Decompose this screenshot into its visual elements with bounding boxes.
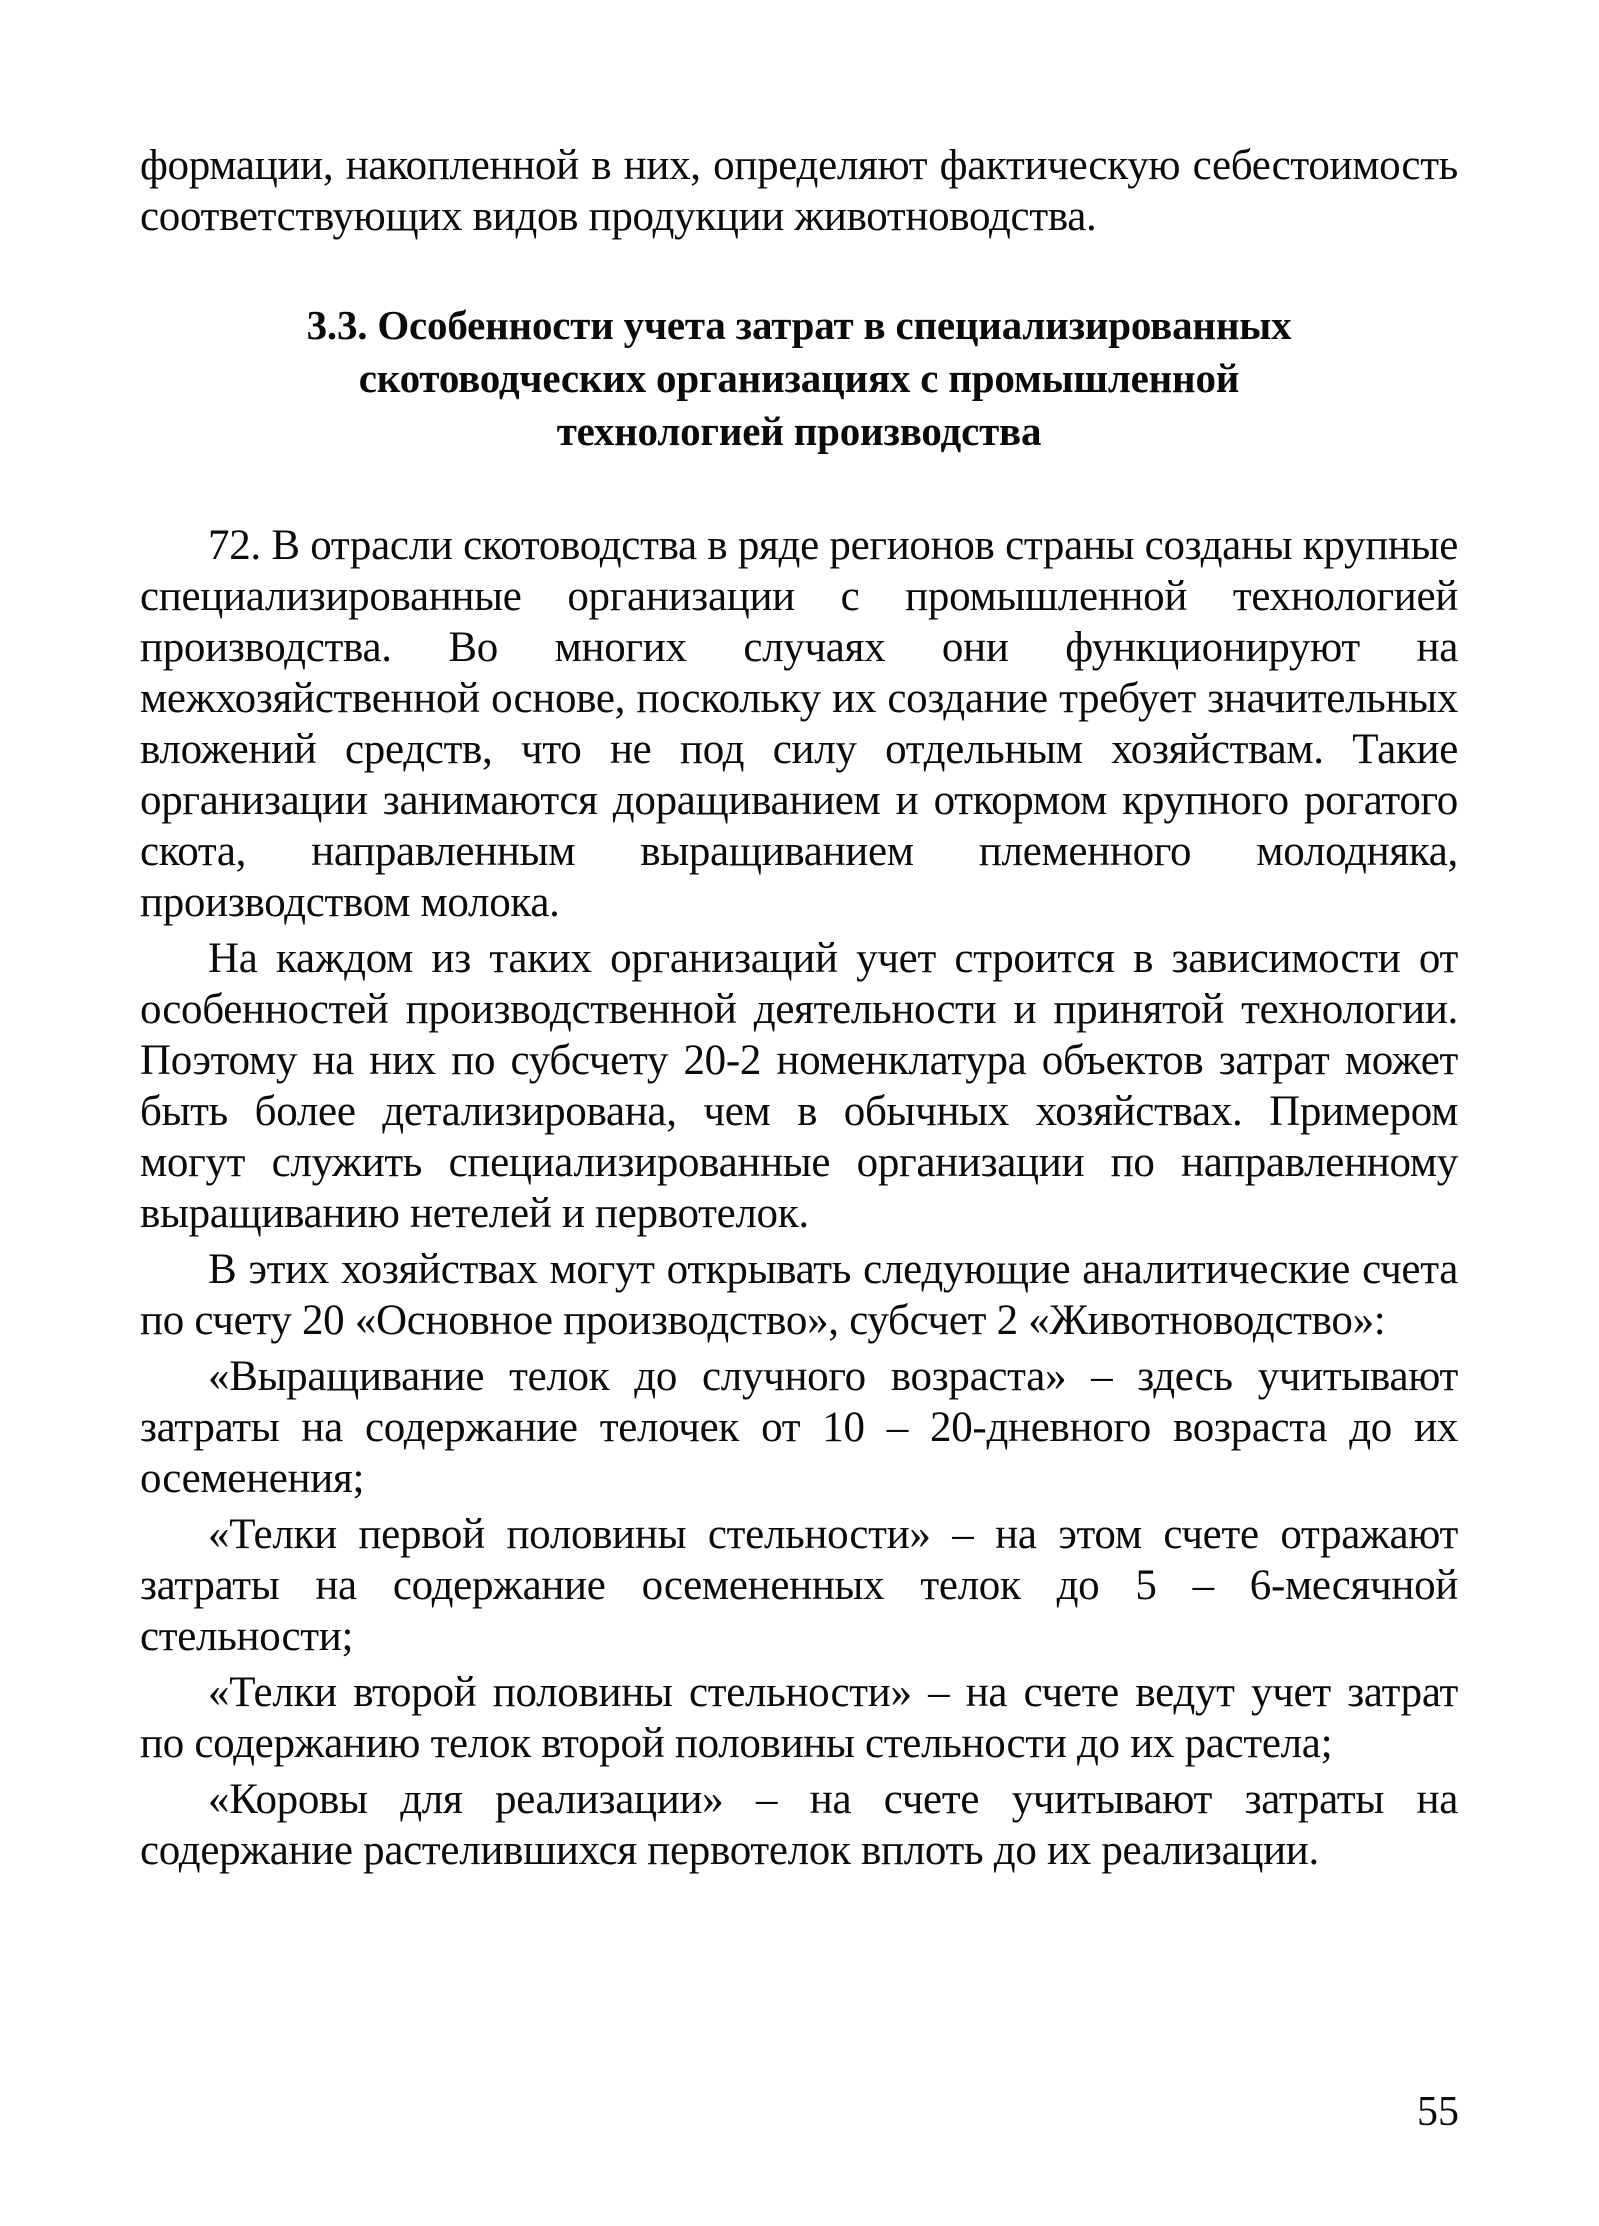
list-item-first-half-pregnancy: «Телки первой половины стельности» – на этом счете отражают затраты на содержание осемененных телок до 5 – 6-месячной стельности; (140, 1511, 1458, 1660)
section-heading-line-2: скотоводческих организациях с промышленной (358, 355, 1240, 401)
body-text (140, 520, 1458, 1881)
section-heading-line-3: технологией производства (556, 408, 1042, 454)
list-item-heifers-to-breeding-age: «Выращивание телок до случного возраста» – здесь учитывают затраты на содержание телочек от 10 – 20-дневного возраста до их осеменения; (140, 1353, 1458, 1502)
section-heading (140, 299, 1458, 458)
continued-paragraph (140, 140, 1458, 242)
list-item-second-half-pregnancy: «Телки второй половины стельности» – на счете ведут учет затрат по содержанию телок второй половины стельности до их растела; (140, 1669, 1458, 1767)
paragraph-72: 72. В отрасли скотоводства в ряде регионов страны созданы крупные специализированные организации с промышленной технологией производства. Во многих случаях они функционируют на межхозяйственной основе, поскольку их создание требует значительных вложений средств, что не под силу отдельным хозяйствам. Такие организации занимаются доращиванием и откормом крупного рогатого скота, направленным выращиванием племенного молодняка, производством молока. (140, 522, 1458, 926)
continued-paragraph-text: формации, накопленной в них, определяют фактическую себестоимость соответствующих видов продукции животноводства. (140, 142, 1458, 240)
page-number: 55 (1417, 2089, 1459, 2135)
list-item-cows-for-sale: «Коровы для реализации» – на счете учитывают затраты на содержание растелившихся первотелок вплоть до их реализации. (140, 1776, 1458, 1874)
paragraph-accounting-structure: На каждом из таких организаций учет строится в зависимости от особенностей производственной деятельности и принятой технологии. Поэтому на них по субсчету 20-2 номенклатура объектов затрат может быть более детализирована, чем в обычных хозяйствах. Примером могут служить специализированные организации по направленному выращиванию нетелей и первотелок. (140, 935, 1458, 1237)
paragraph-analytic-accounts: В этих хозяйствах могут открывать следующие аналитические счета по счету 20 «Основное производство», субсчет 2 «Животноводство»: (140, 1246, 1458, 1344)
section-heading-line-1: 3.3. Особенности учета затрат в специализированных (306, 302, 1292, 348)
